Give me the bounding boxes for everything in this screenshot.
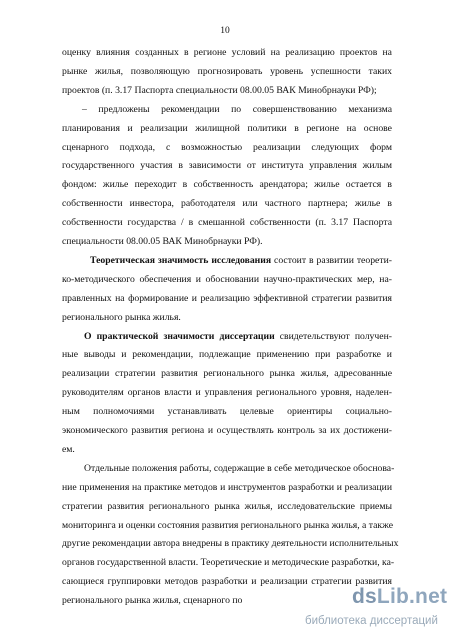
line-text: специальности 08.00.05 ВАК Минобрнауки РФ). — [62, 236, 263, 247]
line-text: органов государственной власти. Теоретические и методические разработки, ка- — [62, 557, 395, 569]
text-line — [62, 85, 392, 97]
line-text: Отдельные положения работы, содержащие в себе методическое обоснова- — [84, 462, 395, 474]
text-line — [62, 47, 392, 59]
watermark-logo-suffix: Lib.net — [376, 585, 448, 608]
text-line — [62, 368, 392, 380]
text-line — [62, 142, 392, 154]
text-line — [62, 160, 392, 172]
watermark-subtitle: библиотека диссертаций — [305, 615, 438, 627]
text-line — [62, 349, 392, 361]
text-line — [62, 444, 392, 456]
text-line — [62, 123, 392, 135]
watermark-logo-prefix: ds — [352, 585, 377, 608]
line-text: состоит в развитии теорети- — [271, 254, 392, 266]
page-number: 10 — [220, 26, 230, 36]
line-text: оценку влияния созданных в регионе условий на реализацию проектов на — [62, 47, 392, 58]
text-line — [62, 482, 392, 494]
text-line — [62, 557, 395, 569]
line-text: собственности государства / в смешанной собственности (п. 3.17 Паспорта — [62, 217, 392, 229]
text-line — [62, 274, 392, 286]
line-text: ние применения на практике методов и инструментов разработки и реализации — [62, 481, 392, 493]
text-line — [62, 406, 392, 418]
text-line — [62, 387, 392, 399]
text-line — [62, 538, 399, 550]
line-text: проектов (п. 3.17 Паспорта специальности 08.00.05 ВАК Минобрнауки РФ); — [62, 84, 377, 96]
line-text: фондом: жилье переходит в собственность арендатора; жилье остается в — [62, 179, 392, 191]
text-line — [62, 293, 392, 305]
text-line — [62, 236, 392, 248]
line-text: – предложены рекомендации по совершенствованию механизма — [82, 103, 392, 115]
text-line — [62, 198, 392, 210]
line-text: свидетельствуют получен- — [274, 330, 392, 342]
text-line — [62, 501, 392, 513]
line-text: правленных на формирование и реализацию эффективной стратегии развития — [62, 292, 392, 304]
text-line — [84, 462, 395, 475]
line-text: собственности инвестора, работодателя или частного партнера; жилье в — [62, 198, 392, 210]
line-text: рынке жилья, позволяющую прогнозировать уровень успешности таких — [62, 65, 392, 77]
text-line — [62, 179, 392, 191]
line-text: ные выводы и рекомендации, подлежащие применению при разработке и — [62, 349, 392, 361]
line-text: стратегии развития регионального рынка жилья, исследовательские приемы — [62, 500, 392, 512]
text-line — [62, 217, 392, 229]
line-text: планирования и реализации жилищной политики в регионе на основе — [62, 122, 392, 134]
text-line — [62, 66, 392, 78]
line-text: ко-методического обеспечения и обосновании научно-практических мер, на- — [62, 273, 392, 285]
text-line — [84, 331, 392, 343]
line-text: экономического развития региона и осуществлять контроль за их достижени- — [62, 425, 392, 436]
line-text: реализации стратегии развития регионального рынка жилья, адресованные — [62, 368, 392, 380]
line-text: регионального рынка жилья, сценарного по — [62, 595, 243, 607]
line-text: сценарного подхода, с возможностью реализации следующих форм — [62, 141, 392, 153]
dslib-watermark — [305, 585, 448, 635]
bold-heading-text: Теоретическая значимость исследования — [90, 254, 272, 266]
watermark-logo — [352, 585, 447, 609]
text-line — [62, 312, 392, 324]
text-line — [62, 520, 392, 532]
line-text: сающиеся группировки методов разработки и реализации стратегии развития — [62, 576, 392, 588]
line-text: ным полномочиями устанавливать целевые ориентиры социально- — [62, 406, 392, 418]
text-line — [82, 104, 392, 116]
line-text: государственного участия в зависимости от института управления жилым — [62, 160, 392, 172]
line-text: другие рекомендации автора внедрены в практику деятельности исполнительных — [62, 538, 399, 550]
bold-heading-text: О практической значимости диссертации — [84, 330, 275, 342]
line-text: руководителям органов власти и управления регионального уровня, наделен- — [62, 387, 392, 399]
line-text: регионального рынка жилья. — [62, 311, 181, 323]
text-line — [62, 425, 392, 437]
line-text: мониторинга и оценки состояния развития регионального рынка жилья, а также — [62, 519, 393, 531]
text-line — [90, 255, 392, 267]
line-text: ем. — [62, 443, 75, 455]
